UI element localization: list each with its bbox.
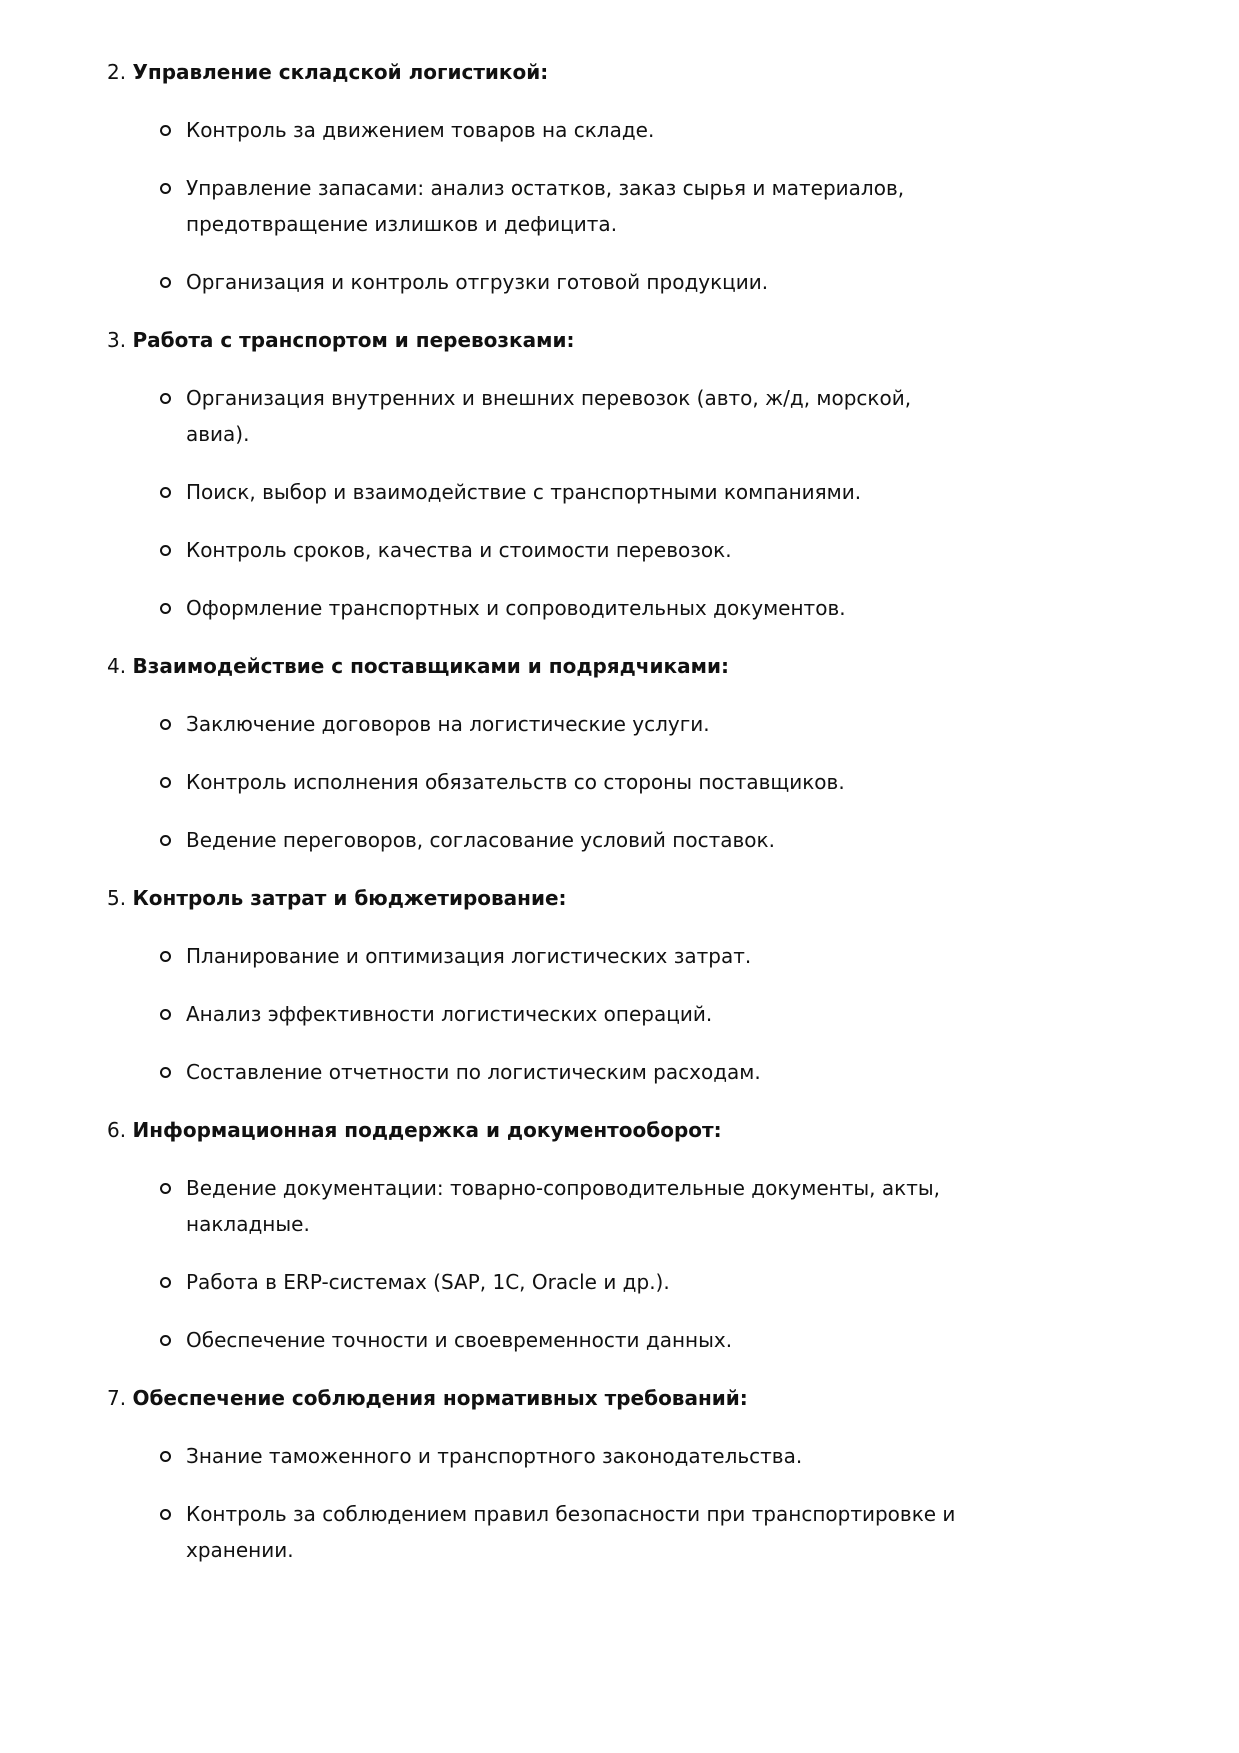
- list-item-text: Обеспечение точности и своевременности данных.: [186, 1328, 733, 1352]
- section-number: 3.: [107, 328, 127, 352]
- bullet-list: [107, 706, 1167, 858]
- list-item: [107, 764, 966, 800]
- list-item-text: Поиск, выбор и взаимодействие с транспортными компаниями.: [186, 480, 862, 504]
- circle-bullet-icon: [160, 545, 171, 556]
- document-body: [107, 54, 1167, 1590]
- list-section: [107, 322, 1167, 626]
- list-item: [107, 590, 966, 626]
- list-item: [107, 706, 966, 742]
- list-item-text: Работа в ERP-системах (SAP, 1C, Oracle и др.).: [186, 1270, 670, 1294]
- list-section: [107, 54, 1167, 300]
- list-item-text: Управление запасами: анализ остатков, заказ сырья и материалов, предотвращение излишков и дефицита.: [186, 176, 905, 236]
- circle-bullet-icon: [160, 1277, 171, 1288]
- bullet-list: [107, 1170, 1167, 1358]
- list-item: [107, 1054, 966, 1090]
- circle-bullet-icon: [160, 487, 171, 498]
- list-item-text: Ведение документации: товарно-сопроводительные документы, акты, накладные.: [186, 1176, 940, 1236]
- circle-bullet-icon: [160, 277, 171, 288]
- section-number: 5.: [107, 886, 127, 910]
- section-number: 7.: [107, 1386, 127, 1410]
- list-section: [107, 1380, 1167, 1568]
- circle-bullet-icon: [160, 1451, 171, 1462]
- list-item: [107, 474, 966, 510]
- list-item: [107, 996, 966, 1032]
- section-title: Обеспечение соблюдения нормативных требований:: [132, 1386, 748, 1410]
- list-item-text: Ведение переговоров, согласование условий поставок.: [186, 828, 775, 852]
- circle-bullet-icon: [160, 1509, 171, 1520]
- list-item-text: Знание таможенного и транспортного законодательства.: [186, 1444, 803, 1468]
- list-item-text: Составление отчетности по логистическим расходам.: [186, 1060, 761, 1084]
- section-heading: [107, 648, 1167, 684]
- section-title: Управление складской логистикой:: [132, 60, 549, 84]
- list-item-text: Организация и контроль отгрузки готовой продукции.: [186, 270, 769, 294]
- section-number: 6.: [107, 1118, 127, 1142]
- section-heading: [107, 880, 1167, 916]
- circle-bullet-icon: [160, 1183, 171, 1194]
- circle-bullet-icon: [160, 603, 171, 614]
- section-number: 4.: [107, 654, 127, 678]
- list-item: [107, 264, 966, 300]
- section-heading: [107, 322, 1167, 358]
- bullet-list: [107, 380, 1167, 626]
- section-heading: [107, 1380, 1167, 1416]
- bullet-list: [107, 112, 1167, 300]
- list-item: [107, 1170, 966, 1242]
- circle-bullet-icon: [160, 125, 171, 136]
- circle-bullet-icon: [160, 1335, 171, 1346]
- section-title: Взаимодействие с поставщиками и подрядчиками:: [132, 654, 729, 678]
- list-item: [107, 1438, 966, 1474]
- bullet-list: [107, 1438, 1167, 1568]
- list-item-text: Анализ эффективности логистических операций.: [186, 1002, 713, 1026]
- circle-bullet-icon: [160, 393, 171, 404]
- circle-bullet-icon: [160, 1067, 171, 1078]
- list-item-text: Заключение договоров на логистические услуги.: [186, 712, 710, 736]
- list-item: [107, 1496, 966, 1568]
- circle-bullet-icon: [160, 777, 171, 788]
- list-item-text: Контроль исполнения обязательств со стороны поставщиков.: [186, 770, 845, 794]
- section-heading: [107, 54, 1167, 90]
- bullet-list: [107, 938, 1167, 1090]
- circle-bullet-icon: [160, 183, 171, 194]
- list-section: [107, 880, 1167, 1090]
- circle-bullet-icon: [160, 835, 171, 846]
- list-item-text: Контроль за движением товаров на складе.: [186, 118, 655, 142]
- section-title: Контроль затрат и бюджетирование:: [132, 886, 567, 910]
- list-item: [107, 822, 966, 858]
- circle-bullet-icon: [160, 719, 171, 730]
- circle-bullet-icon: [160, 1009, 171, 1020]
- list-item-text: Организация внутренних и внешних перевозок (авто, ж/д, морской, авиа).: [186, 386, 912, 446]
- list-item: [107, 1264, 966, 1300]
- section-title: Работа с транспортом и перевозками:: [132, 328, 575, 352]
- section-heading: [107, 1112, 1167, 1148]
- list-item-text: Планирование и оптимизация логистических затрат.: [186, 944, 752, 968]
- list-item: [107, 938, 966, 974]
- list-item: [107, 532, 966, 568]
- section-number: 2.: [107, 60, 127, 84]
- circle-bullet-icon: [160, 951, 171, 962]
- list-item-text: Оформление транспортных и сопроводительных документов.: [186, 596, 846, 620]
- list-item-text: Контроль сроков, качества и стоимости перевозок.: [186, 538, 732, 562]
- list-item: [107, 1322, 966, 1358]
- list-section: [107, 648, 1167, 858]
- section-title: Информационная поддержка и документооборот:: [132, 1118, 722, 1142]
- list-section: [107, 1112, 1167, 1358]
- list-item-text: Контроль за соблюдением правил безопасности при транспортировке и хранении.: [186, 1502, 956, 1562]
- list-item: [107, 380, 966, 452]
- list-item: [107, 112, 966, 148]
- list-item: [107, 170, 966, 242]
